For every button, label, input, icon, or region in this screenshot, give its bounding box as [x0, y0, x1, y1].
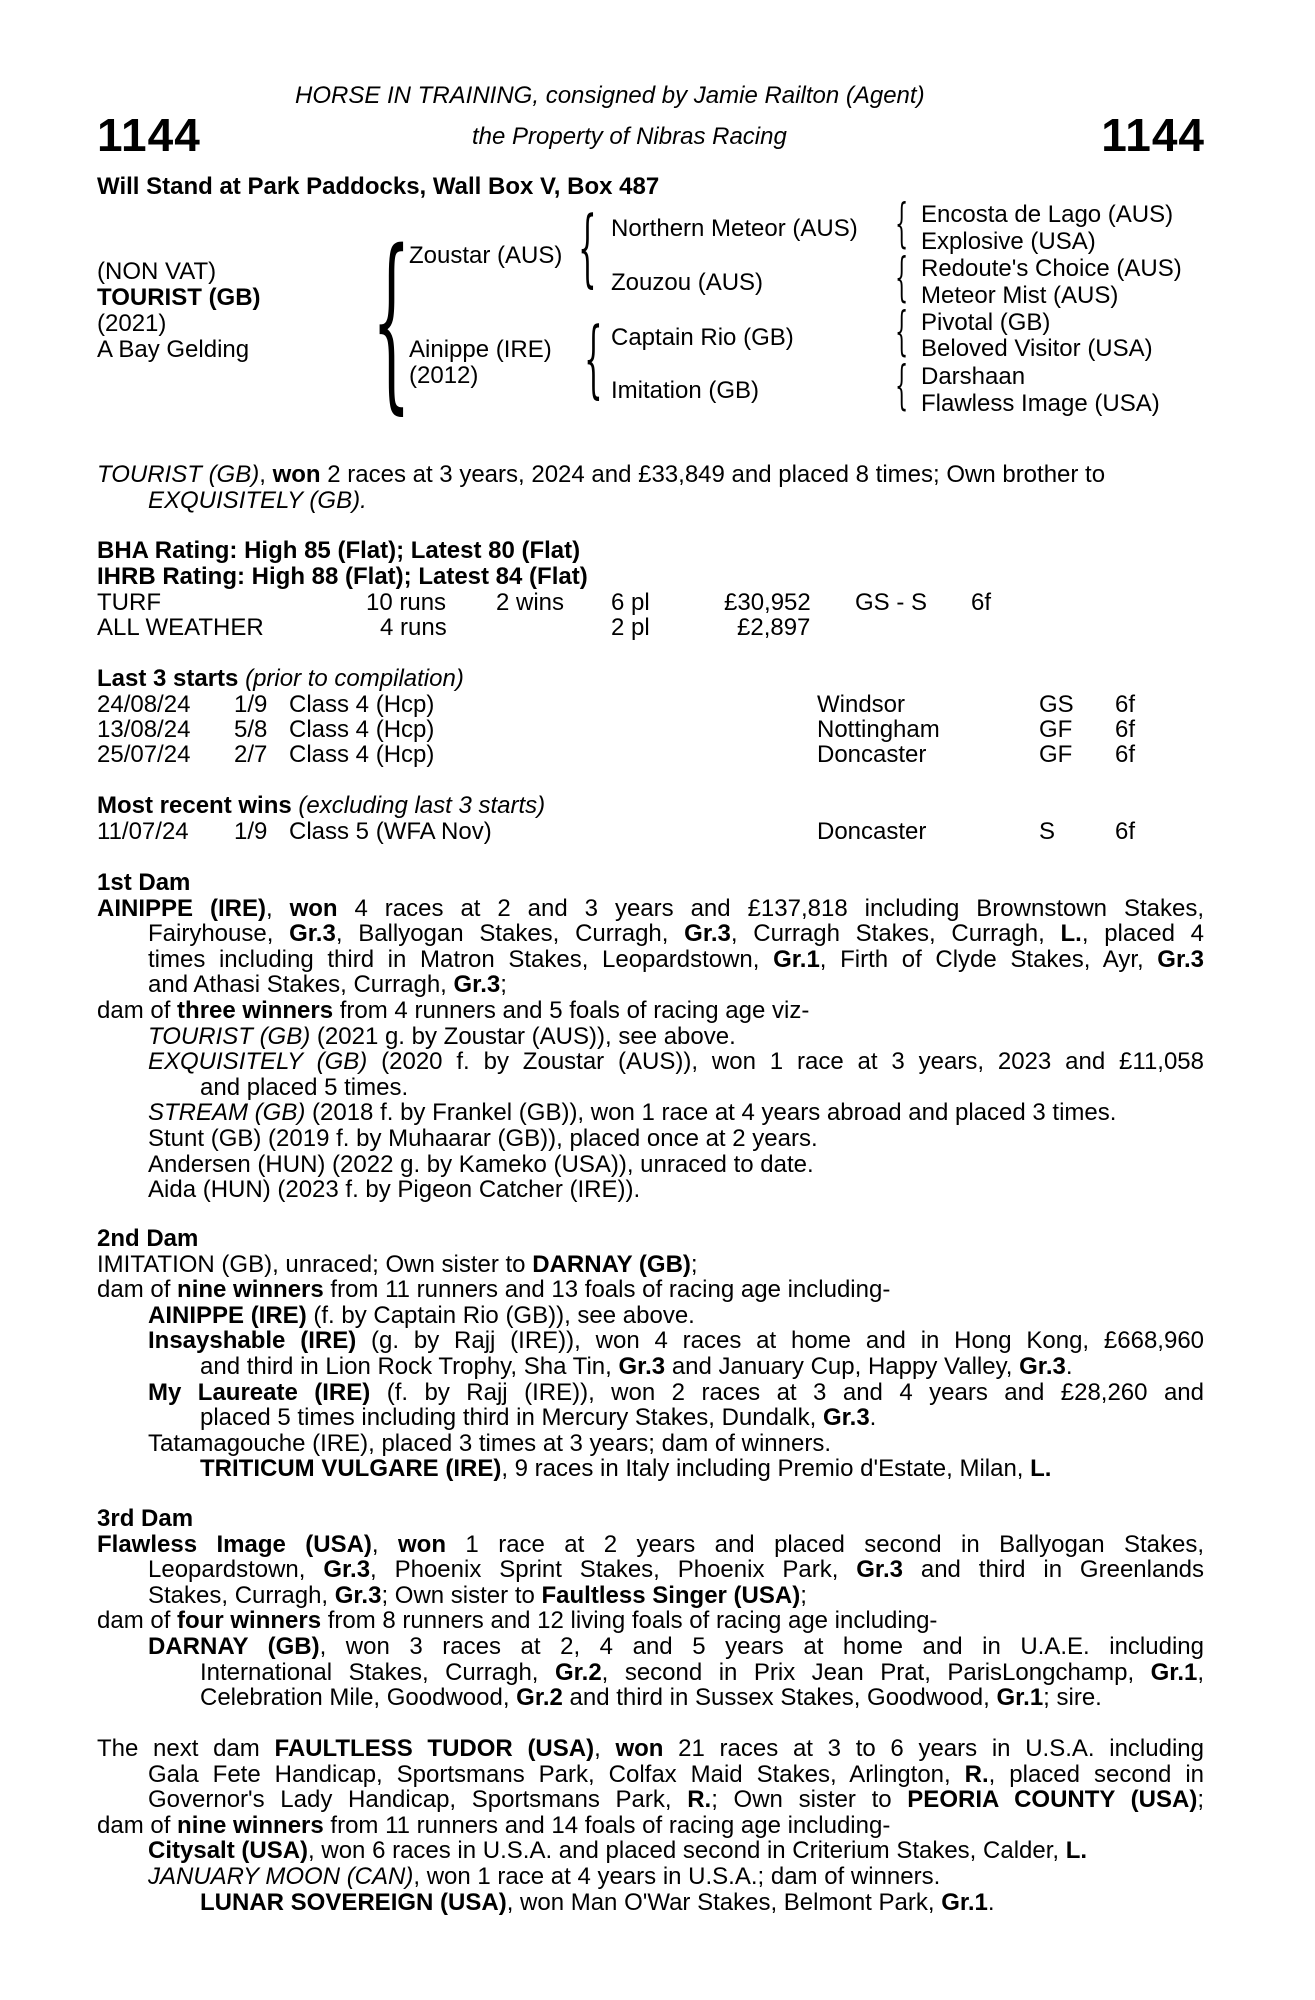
win-1-pos: 1/9 [234, 818, 268, 845]
start-1-pos: 1/9 [234, 691, 268, 718]
d2-p2d: Gr.3 [618, 1352, 666, 1380]
last-starts-heading [97, 666, 464, 692]
d3-p1k: Gr.1 [996, 1684, 1044, 1712]
first-dam-3b: Gr.1 [773, 945, 820, 973]
first-dam-2d: Gr.3 [684, 920, 731, 948]
third-dam-won: won [398, 1530, 447, 1558]
third-dam-comma: , [371, 1530, 399, 1558]
third-dam-name: Flawless Image (USA) [97, 1530, 372, 1558]
next-dam-1b: FAULTLESS TUDOR (USA) [274, 1735, 595, 1762]
gg-2: Explosive (USA) [921, 228, 1096, 255]
d3-progeny-1-cont2 [97, 1685, 1204, 1711]
first-dam-text-1: 4 races at 2 and 3 years and £137,818 including Brownstown Stakes, [337, 894, 1204, 922]
first-dam-comma: , [265, 894, 290, 922]
d2-p2g: . [1065, 1352, 1073, 1380]
progeny-3-text: (2018 f. by Frankel (GB)), won 1 race at 4 years abroad and placed 3 times. [305, 1099, 1117, 1127]
gg-5: Pivotal (GB) [921, 309, 1051, 336]
nd-progeny-2-name: JANUARY MOON (CAN) [148, 1862, 414, 1890]
pedigree-brace: { [372, 210, 411, 431]
first-dam-3c: , Firth of Clyde Stakes, Ayr, [819, 945, 1158, 973]
progeny-1-name: TOURIST (GB) [148, 1022, 311, 1050]
start-1-going: GS [1039, 691, 1074, 718]
property-line: the Property of Nibras Racing [472, 123, 787, 150]
next-dam-2b: R. [964, 1760, 989, 1788]
first-dam-name: AINIPPE (IRE) [97, 894, 266, 922]
d2-p3d: Gr.3 [822, 1404, 870, 1432]
start-1-course: Windsor [817, 691, 906, 718]
d3-p1c: International Stakes, Curragh, [200, 1658, 555, 1686]
d3-progeny-1-name: DARNAY (GB) [148, 1632, 320, 1660]
d2-progeny-4: Tatamagouche (IRE), placed 3 times at 3 years; dam of winners. [148, 1429, 831, 1457]
start-2-course: Nottingham [817, 716, 940, 743]
next-dam-4a: dam of [97, 1811, 178, 1839]
start-2-date: 13/08/24 [97, 716, 191, 743]
turf-surface: TURF [97, 589, 161, 616]
next-dam-3c: ; Own sister to [711, 1786, 908, 1814]
win-1-class: Class 5 (WFA Nov) [289, 818, 492, 845]
first-dam-2c: , Ballyogan Stakes, Curragh, [335, 920, 685, 948]
d3-p1f: Gr.1 [1150, 1658, 1198, 1686]
next-dam-1c: , [594, 1735, 616, 1762]
first-dam-4b: Gr.3 [453, 971, 501, 999]
last-starts-title: Last 3 starts [97, 665, 239, 692]
third-dam-line-1 [97, 1532, 1204, 1558]
d2-progeny-2-name: Insayshable (IRE) [148, 1327, 357, 1355]
dam-year: (2012) [409, 362, 479, 389]
start-3-course: Doncaster [817, 741, 927, 768]
dam-dam: Imitation (GB) [611, 377, 760, 404]
second-dam-line-1 [97, 1252, 1204, 1278]
turf-wins: 2 wins [496, 589, 565, 616]
progeny-2-cont: and placed 5 times. [200, 1073, 409, 1101]
aw-surface: ALL WEATHER [97, 614, 264, 641]
turf-pl: 6 pl [611, 589, 650, 616]
nd-progeny-1-text: , won 6 races in U.S.A. and placed second in Criterium Stakes, Calder, [308, 1837, 1066, 1865]
first-dam-line-5 [97, 998, 1204, 1024]
start-3-date: 25/07/24 [97, 741, 191, 768]
d2-p3c: placed 5 times including third in Mercury Stakes, Dundalk, [200, 1404, 823, 1432]
third-dam-1d: 1 race at 2 years and placed second in Ballyogan Stakes, [446, 1530, 1204, 1558]
start-3-pos: 2/7 [234, 741, 268, 768]
progeny-1 [97, 1024, 1204, 1050]
d2-progeny-3-cont [97, 1405, 1204, 1431]
d3-p1e: , second in Prix Jean Prat, ParisLongchamp, [601, 1658, 1151, 1686]
ihrb-rating: IHRB Rating: High 88 (Flat); Latest 84 (Flat) [97, 563, 588, 590]
nd-progeny-2-text: , won 1 race at 4 years in U.S.A.; dam of winners. [413, 1862, 941, 1890]
third-dam-4c: from 8 runners and 12 living foals of racing age including- [321, 1607, 938, 1635]
start-1-date: 24/08/24 [97, 691, 191, 718]
d3-progeny-1-cont [97, 1660, 1204, 1686]
d2-progeny-2 [97, 1328, 1204, 1354]
next-dam-line-1 [97, 1736, 1204, 1762]
recent-wins-title: Most recent wins [97, 792, 292, 819]
progeny-3-name: STREAM (GB) [148, 1099, 306, 1127]
recent-wins-heading [97, 793, 545, 819]
second-dam-heading: 2nd Dam [97, 1225, 199, 1252]
sire-brace: { [578, 198, 597, 296]
third-dam-2a: Leopardstown, [148, 1556, 324, 1584]
third-dam-line-4 [97, 1608, 1204, 1634]
g-brace-3: { [895, 302, 909, 362]
progeny-2-name: EXQUISITELY (GB) [148, 1048, 368, 1076]
d2-progeny-1 [97, 1303, 1204, 1329]
d3-p1i: Gr.2 [516, 1684, 563, 1712]
d3-progeny-1 [97, 1634, 1204, 1660]
next-dam-line-4 [97, 1813, 1204, 1839]
summary [97, 462, 1204, 513]
next-dam-1a: The next dam [97, 1735, 275, 1762]
next-dam-3e: ; [1197, 1786, 1205, 1814]
nd-progeny-1-name: Citysalt (USA) [148, 1837, 309, 1865]
second-dam-2a: dam of [97, 1276, 178, 1304]
next-dam-3b: R. [687, 1786, 712, 1814]
nd-progeny-1 [97, 1838, 1204, 1864]
next-dam-2c: , placed second in [988, 1760, 1204, 1788]
d2-progeny-5 [97, 1456, 1204, 1482]
first-dam-4a: and Athasi Stakes, Curragh, [148, 971, 454, 999]
next-dam-section [97, 1736, 1204, 1915]
first-dam-5b: three winners [177, 996, 334, 1024]
first-dam-line-3 [97, 947, 1204, 973]
nd-progeny-2 [97, 1864, 1204, 1890]
turf-dist: 6f [971, 589, 992, 616]
start-3-dist: 6f [1115, 741, 1136, 768]
horse-year: (2021) [97, 310, 167, 337]
first-dam-5c: from 4 runners and 5 foals of racing age viz- [333, 996, 810, 1024]
gg-7: Darshaan [921, 363, 1026, 390]
sire-dam: Zouzou (AUS) [611, 269, 764, 296]
summary-name: TOURIST (GB) [97, 461, 260, 488]
vat-status: (NON VAT) [97, 258, 217, 285]
third-dam-3c: ; Own sister to [381, 1581, 542, 1609]
first-dam-5a: dam of [97, 996, 178, 1024]
first-dam-2b: Gr.3 [289, 920, 336, 948]
lot-number-left: 1144 [97, 109, 201, 161]
progeny-2 [97, 1049, 1204, 1075]
turf-prize: £30,952 [724, 589, 811, 616]
aw-pl: 2 pl [611, 614, 650, 641]
gg-6: Beloved Visitor (USA) [921, 335, 1153, 362]
progeny-5: Andersen (HUN) (2022 g. by Kameko (USA)), unraced to date. [148, 1150, 814, 1178]
d2-progeny-3-text: (f. by Rajj (IRE)), won 2 races at 3 and 4 years and £28,260 and [370, 1378, 1204, 1406]
turf-runs: 10 runs [366, 589, 447, 616]
first-dam-heading: 1st Dam [97, 869, 191, 896]
nd-progeny-3 [97, 1890, 1204, 1916]
summary-text: 2 races at 3 years, 2024 and £33,849 and placed 8 times; Own brother to [320, 461, 1106, 488]
win-1-date: 11/07/24 [97, 818, 189, 845]
next-dam-line-3 [97, 1787, 1204, 1813]
first-dam-3a: times including third in Matron Stakes, Leopardstown, [148, 945, 774, 973]
turf-going: GS - S [855, 589, 928, 616]
d2-progeny-2-text: (g. by Rajj (IRE)), won 4 races at home and in Hong Kong, £668,960 [356, 1327, 1205, 1355]
sire-sire: Northern Meteor (AUS) [611, 215, 858, 242]
summary-won: won [272, 461, 321, 488]
d3-p1j: and third in Sussex Stakes, Goodwood, [562, 1684, 997, 1712]
d2-progeny-5-name: TRITICUM VULGARE (IRE) [200, 1455, 502, 1483]
third-dam-2e: and third in Greenlands [902, 1556, 1205, 1584]
second-dam-1c: ; [690, 1250, 698, 1278]
first-dam-2e: , Curragh Stakes, Curragh, [730, 920, 1061, 948]
d2-progeny-1-name: AINIPPE (IRE) [148, 1301, 307, 1329]
g-brace-1: { [895, 194, 909, 254]
first-dam-line-1 [97, 896, 1204, 922]
nd-progeny-3-name: LUNAR SOVEREIGN (USA) [200, 1888, 507, 1916]
d2-p3e: . [869, 1404, 877, 1432]
first-dam-3d: Gr.3 [1157, 945, 1204, 973]
nd-progeny-3-text: , won Man O'War Stakes, Belmont Park, [506, 1888, 942, 1916]
recent-wins-note: (excluding last 3 starts) [298, 792, 546, 819]
d2-progeny-5-text: , 9 races in Italy including Premio d'Estate, Milan, [501, 1455, 1031, 1483]
d3-progeny-1-text: , won 3 races at 2, 4 and 5 years at home and in U.A.E. including [319, 1632, 1204, 1660]
next-dam-1e: 21 races at 3 to 6 years in U.S.A. including [663, 1735, 1204, 1762]
last-starts-note: (prior to compilation) [245, 665, 464, 692]
d2-p2c: and third in Lion Rock Trophy, Sha Tin, [200, 1352, 619, 1380]
aw-runs: 4 runs [380, 614, 447, 641]
summary-sep: , [259, 461, 273, 488]
d2-progeny-1-text: (f. by Captain Rio (GB)), see above. [306, 1301, 695, 1329]
third-dam-3a: Stakes, Curragh, [148, 1581, 335, 1609]
second-dam-2b: nine winners [177, 1276, 324, 1304]
d3-p1l: ; sire. [1043, 1684, 1102, 1712]
gg-8: Flawless Image (USA) [921, 390, 1160, 417]
next-dam-4c: from 11 runners and 14 foals of racing age including- [323, 1811, 891, 1839]
first-dam-2f: L. [1060, 920, 1082, 948]
gg-3: Redoute's Choice (AUS) [921, 255, 1182, 282]
lot-number-right: 1144 [1101, 109, 1205, 161]
third-dam-line-3 [97, 1583, 1204, 1609]
d3-p1g: , [1197, 1658, 1205, 1686]
stand-line: Will Stand at Park Paddocks, Wall Box V, Box 487 [97, 173, 660, 200]
start-1-class: Class 4 (Hcp) [289, 691, 435, 718]
horse-description: A Bay Gelding [97, 336, 250, 363]
win-1-going: S [1039, 818, 1056, 845]
gg-4: Meteor Mist (AUS) [921, 282, 1119, 309]
start-1-dist: 6f [1115, 691, 1136, 718]
third-dam-heading: 3rd Dam [97, 1505, 194, 1532]
consigned-line: HORSE IN TRAINING, consigned by Jamie Railton (Agent) [295, 82, 925, 109]
first-dam-line-2 [97, 921, 1204, 947]
third-dam-line-2 [97, 1557, 1204, 1583]
d2-p2f: Gr.3 [1019, 1352, 1066, 1380]
nd-progeny-3-grade: Gr.1 [941, 1888, 988, 1916]
d3-p1d: Gr.2 [554, 1658, 602, 1686]
win-1-course: Doncaster [817, 818, 927, 845]
progeny-3 [97, 1100, 1204, 1126]
start-2-going: GF [1039, 716, 1073, 743]
start-2-class: Class 4 (Hcp) [289, 716, 435, 743]
start-2-pos: 5/8 [234, 716, 268, 743]
first-dam-4c: ; [500, 971, 507, 999]
third-dam-section [97, 1506, 1204, 1711]
first-dam-section [97, 870, 1204, 1203]
d2-progeny-3 [97, 1380, 1204, 1406]
gg-1: Encosta de Lago (AUS) [921, 201, 1174, 228]
third-dam-2d: Gr.3 [856, 1556, 903, 1584]
bha-rating: BHA Rating: High 85 (Flat); Latest 80 (Flat) [97, 537, 581, 564]
nd-progeny-1-grade: L. [1065, 1837, 1088, 1865]
dam-brace: { [584, 309, 603, 407]
g-brace-4: { [895, 356, 909, 416]
d2-progeny-3-name: My Laureate (IRE) [148, 1378, 371, 1406]
third-dam-2c: , Phoenix Sprint Stakes, Phoenix Park, [370, 1556, 857, 1584]
third-dam-3b: Gr.3 [334, 1581, 382, 1609]
next-dam-1d: won [615, 1735, 664, 1762]
start-3-going: GF [1039, 741, 1073, 768]
dam: Ainippe (IRE) [409, 336, 552, 363]
first-dam-won: won [289, 894, 338, 922]
first-dam-2g: , placed 4 [1081, 920, 1204, 948]
d2-progeny-5-grade: L. [1030, 1455, 1052, 1483]
d2-progeny-2-cont [97, 1354, 1204, 1380]
second-dam-1b: DARNAY (GB) [532, 1250, 691, 1278]
second-dam-line-2 [97, 1277, 1204, 1303]
first-dam-line-4 [97, 972, 1204, 998]
second-dam-1a: IMITATION (GB), unraced; Own sister to [97, 1250, 533, 1278]
second-dam-2c: from 11 runners and 13 foals of racing age including- [323, 1276, 891, 1304]
next-dam-2a: Gala Fete Handicap, Sportsmans Park, Colfax Maid Stakes, Arlington, [148, 1760, 965, 1788]
progeny-6: Aida (HUN) (2023 f. by Pigeon Catcher (IRE)). [148, 1176, 641, 1204]
nd-progeny-3-end: . [987, 1888, 995, 1916]
start-2-dist: 6f [1115, 716, 1136, 743]
next-dam-3a: Governor's Lady Handicap, Sportsmans Park, [148, 1786, 688, 1814]
next-dam-3d: PEORIA COUNTY (USA) [907, 1786, 1198, 1814]
horse-name: TOURIST (GB) [97, 284, 261, 311]
third-dam-4b: four winners [177, 1607, 322, 1635]
third-dam-3e: ; [800, 1581, 807, 1609]
progeny-2-text: (2020 f. by Zoustar (AUS)), won 1 race at 3 years, 2023 and £11,058 [367, 1048, 1204, 1076]
dam-sire: Captain Rio (GB) [611, 324, 794, 351]
next-dam-4b: nine winners [177, 1811, 324, 1839]
progeny-1-text: (2021 g. by Zoustar (AUS)), see above. [310, 1022, 736, 1050]
next-dam-line-2 [97, 1762, 1204, 1788]
g-brace-2: { [895, 248, 909, 308]
third-dam-2b: Gr.3 [323, 1556, 371, 1584]
d3-p1h: Celebration Mile, Goodwood, [200, 1684, 517, 1712]
d2-p2e: and January Cup, Happy Valley, [665, 1352, 1020, 1380]
progeny-4: Stunt (GB) (2019 f. by Muhaarar (GB)), placed once at 2 years. [148, 1124, 818, 1152]
third-dam-3d: Faultless Singer (USA) [541, 1581, 801, 1609]
third-dam-4a: dam of [97, 1607, 178, 1635]
first-dam-2a: Fairyhouse, [148, 920, 290, 948]
start-3-class: Class 4 (Hcp) [289, 741, 435, 768]
win-1-dist: 6f [1115, 818, 1136, 845]
summary-brother: EXQUISITELY (GB). [148, 486, 367, 514]
aw-prize: £2,897 [737, 614, 811, 641]
second-dam-section [97, 1226, 1204, 1482]
sire: Zoustar (AUS) [409, 242, 563, 269]
